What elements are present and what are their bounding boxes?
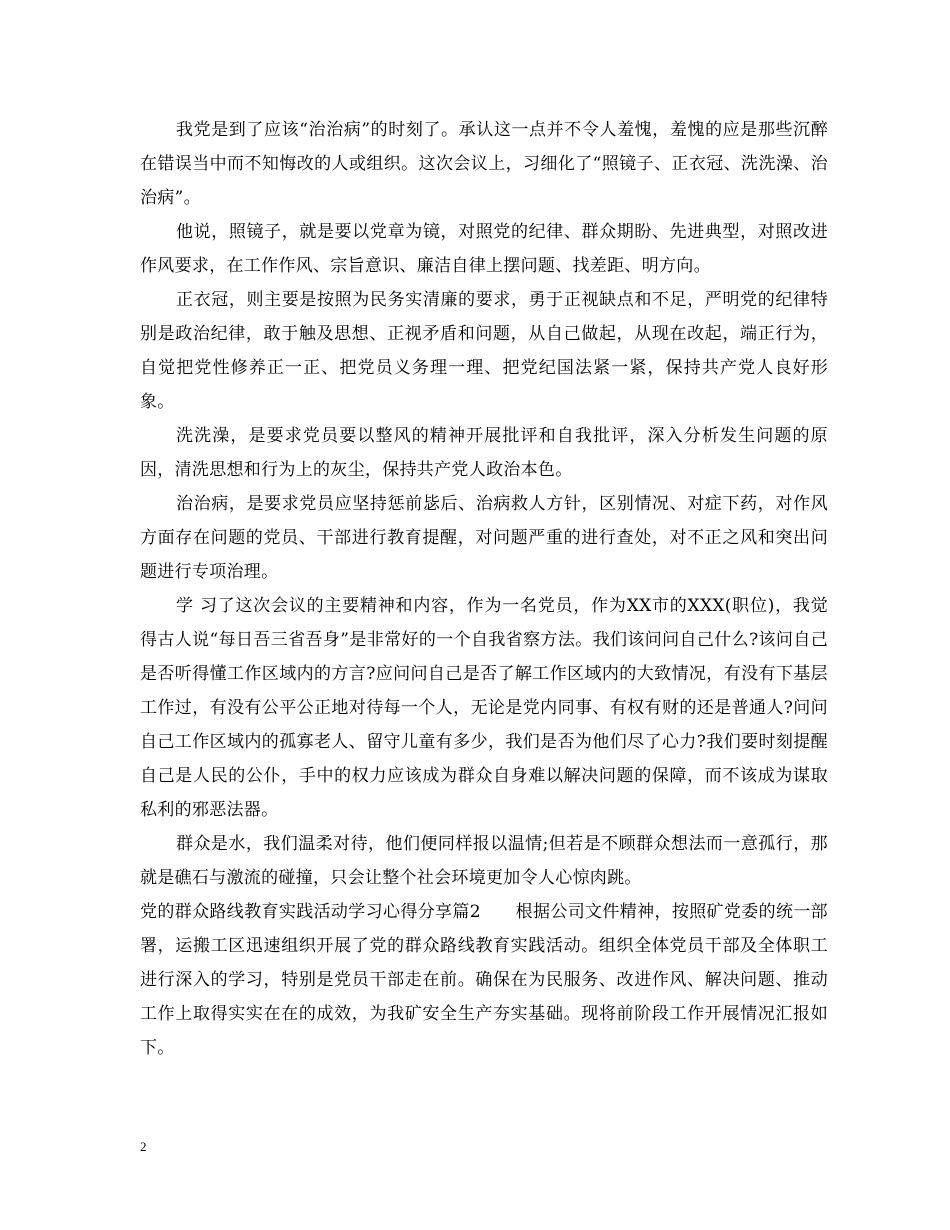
paragraph-7: 群众是水，我们温柔对待，他们便同样报以温情;但若是不顾群众想法而一意孤行，那就是礁石与激流的碰撞，只会让整个社会环境更加令人心惊肉跳。: [140, 834, 828, 888]
paragraph-6: 学 习了这次会议的主要精神和内容，作为一名党员，作为XX市的XXX(职位)，我觉得古人说“每日吾三省吾身”是非常好的一个自我省察方法。我们该问问自己什么?该问自己是否听得懂工作区域内的方言?应问问自己是否了解工作区域内的大致情况，有没有下基层工作过，有没有公平公正地对待每一个人，无论是党内同事、有权有财的还是普通人?问问自己工作区域内的孤寡老人、留守儿童有多少，我们是否为他们尽了心力?我们要时刻提醒自己是人民的公仆，手中的权力应该成为群众自身难以解决问题的保障，而不该成为谋取私利的邪恶法器。: [140, 596, 828, 820]
paragraph-5: 治治病，是要求党员应坚持惩前毖后、治病救人方针，区别情况、对症下药，对作风方面存在问题的党员、干部进行教育提醒，对问题严重的进行查处，对不正之风和突出问题进行专项治理。: [140, 494, 828, 582]
page-number: 2: [140, 1139, 147, 1154]
paragraph-2: 他说，照镜子，就是要以党章为镜，对照党的纪律、群众期盼、先进典型，对照改进作风要求，在工作作风、宗旨意识、廉洁自律上摆问题、找差距、明方向。: [140, 222, 828, 276]
paragraph-1: 我党是到了应该“治治病”的时刻了。承认这一点并不令人羞愧，羞愧的应是那些沉醉在错误当中而不知悔改的人或组织。这次会议上，习细化了“照镜子、正衣冠、洗洗澡、治治病”。: [140, 120, 828, 208]
paragraph-4: 洗洗澡，是要求党员要以整风的精神开展批评和自我批评，深入分析发生问题的原因，清洗思想和行为上的灰尘，保持共产党人政治本色。: [140, 426, 828, 480]
document-body: [140, 113, 828, 1065]
paragraph-8: 党的群众路线教育实践活动学习心得分享篇2 根据公司文件精神，按照矿党委的统一部署，运搬工区迅速组织开展了党的群众路线教育实践活动。组织全体党员干部及全体职工进行深入的学习，特别是党员干部走在前。确保在为民服务、改进作风、解决问题、推动工作上取得实实在在的成效，为我矿安全生产夯实基础。现将前阶段工作开展情况汇报如下。: [140, 902, 828, 1058]
paragraph-3: 正衣冠，则主要是按照为民务实清廉的要求，勇于正视缺点和不足，严明党的纪律特别是政治纪律，敢于触及思想、正视矛盾和问题，从自己做起，从现在改起，端正行为，自觉把党性修养正一正、把党员义务理一理、把党纪国法紧一紧，保持共产党人良好形象。: [140, 290, 828, 412]
